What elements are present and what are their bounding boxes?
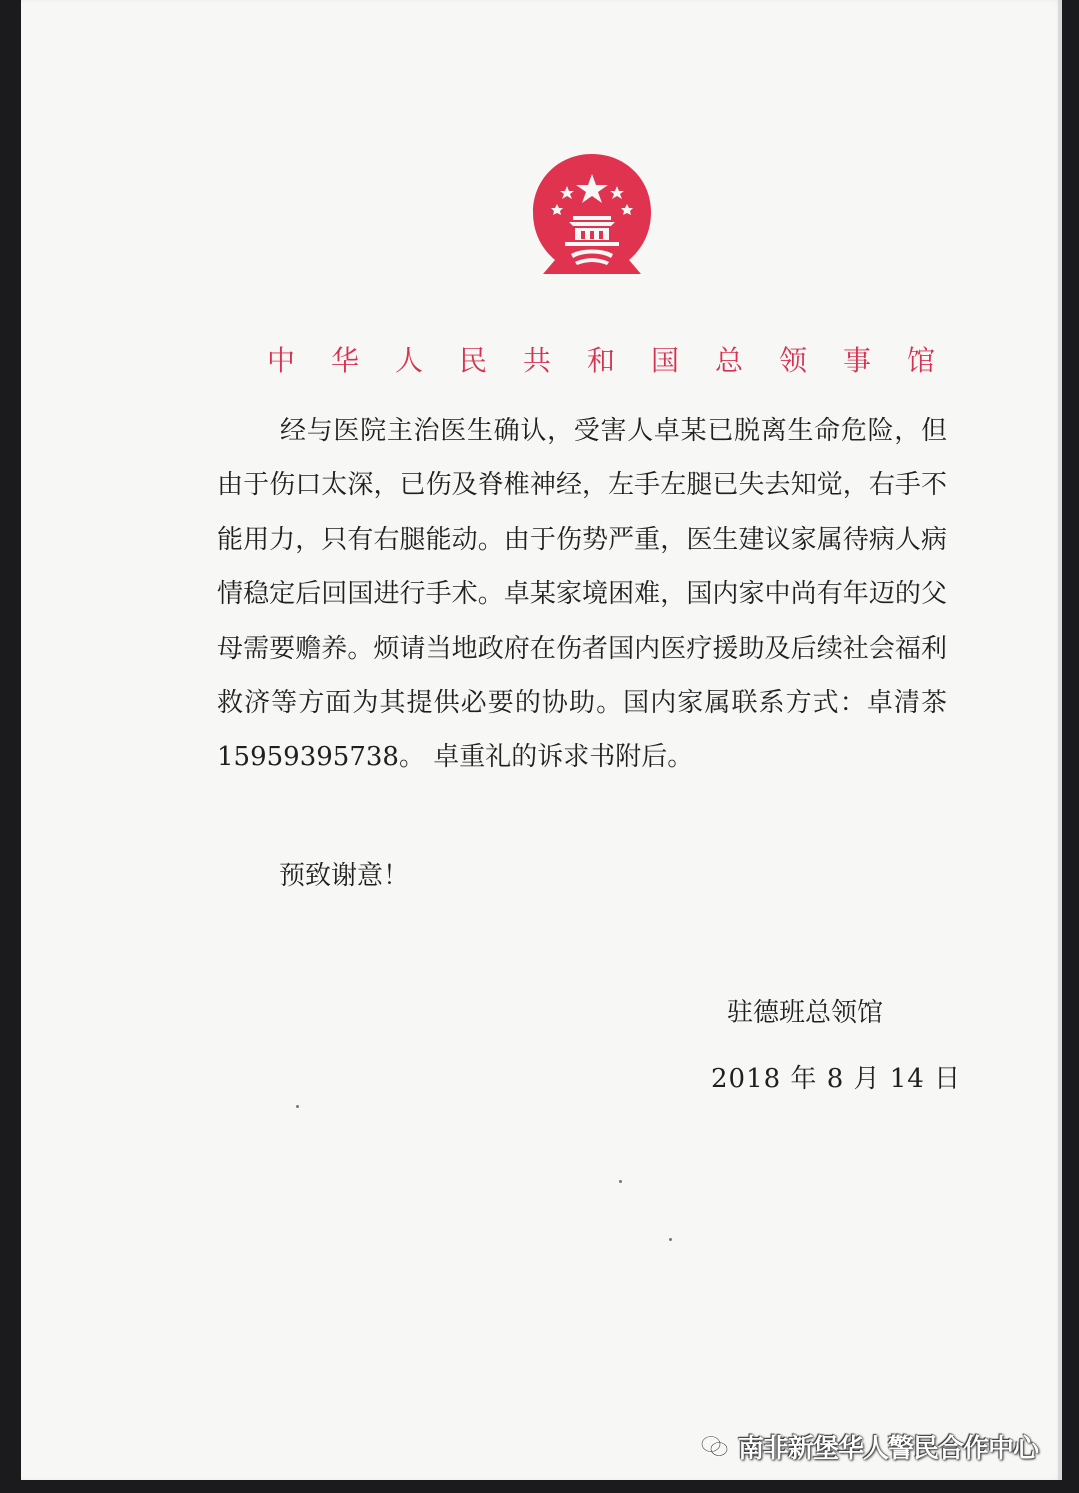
letter-signer: 驻德班总领馆 [727, 998, 884, 1028]
title-char: 馆 [906, 344, 935, 377]
letter-body: 经与医院主治医生确认，受害人卓某已脱离生命危险，但由于伤口太深，已伤及脊椎神经，左手左腿已失去知觉，右手不能用力，只有右腿能动。由于伤势严重，医生建议家属待病人病情稳定后回国进行手术。卓某家境困难，国内家中尚有年迈的父母需要赡养。烦请当地政府在伤者国内医疗援助及后续社会福利救济等方面为其提供必要的协助。国内家属联系方式：卓清茶 15959395738。 卓重礼的诉求书附后。 [217, 416, 947, 773]
letter-date: 2018 年 8 月 14 日 [711, 1064, 962, 1094]
title-char: 华 [330, 344, 359, 377]
title-char: 民 [458, 344, 487, 377]
letter-page [21, 0, 1061, 1480]
letter-title [261, 337, 941, 381]
national-emblem-icon [531, 152, 653, 276]
paper-speck [619, 1180, 622, 1183]
title-char: 中 [266, 344, 295, 377]
wechat-icon [700, 1433, 730, 1459]
title-char: 国 [650, 344, 679, 377]
title-char: 总 [714, 344, 743, 377]
title-char: 事 [842, 344, 871, 377]
title-char: 人 [394, 344, 423, 377]
title-char: 共 [522, 344, 551, 377]
watermark [700, 1426, 1038, 1466]
watermark-text: 南非新堡华人警民合作中心 [738, 1433, 1039, 1464]
paper-speck [669, 1238, 672, 1241]
title-char: 和 [586, 344, 615, 377]
letter-thanks: 预致谢意！ [279, 861, 410, 891]
title-char: 领 [778, 344, 807, 377]
paper-speck [296, 1105, 299, 1108]
page-edge [1058, 0, 1062, 1480]
